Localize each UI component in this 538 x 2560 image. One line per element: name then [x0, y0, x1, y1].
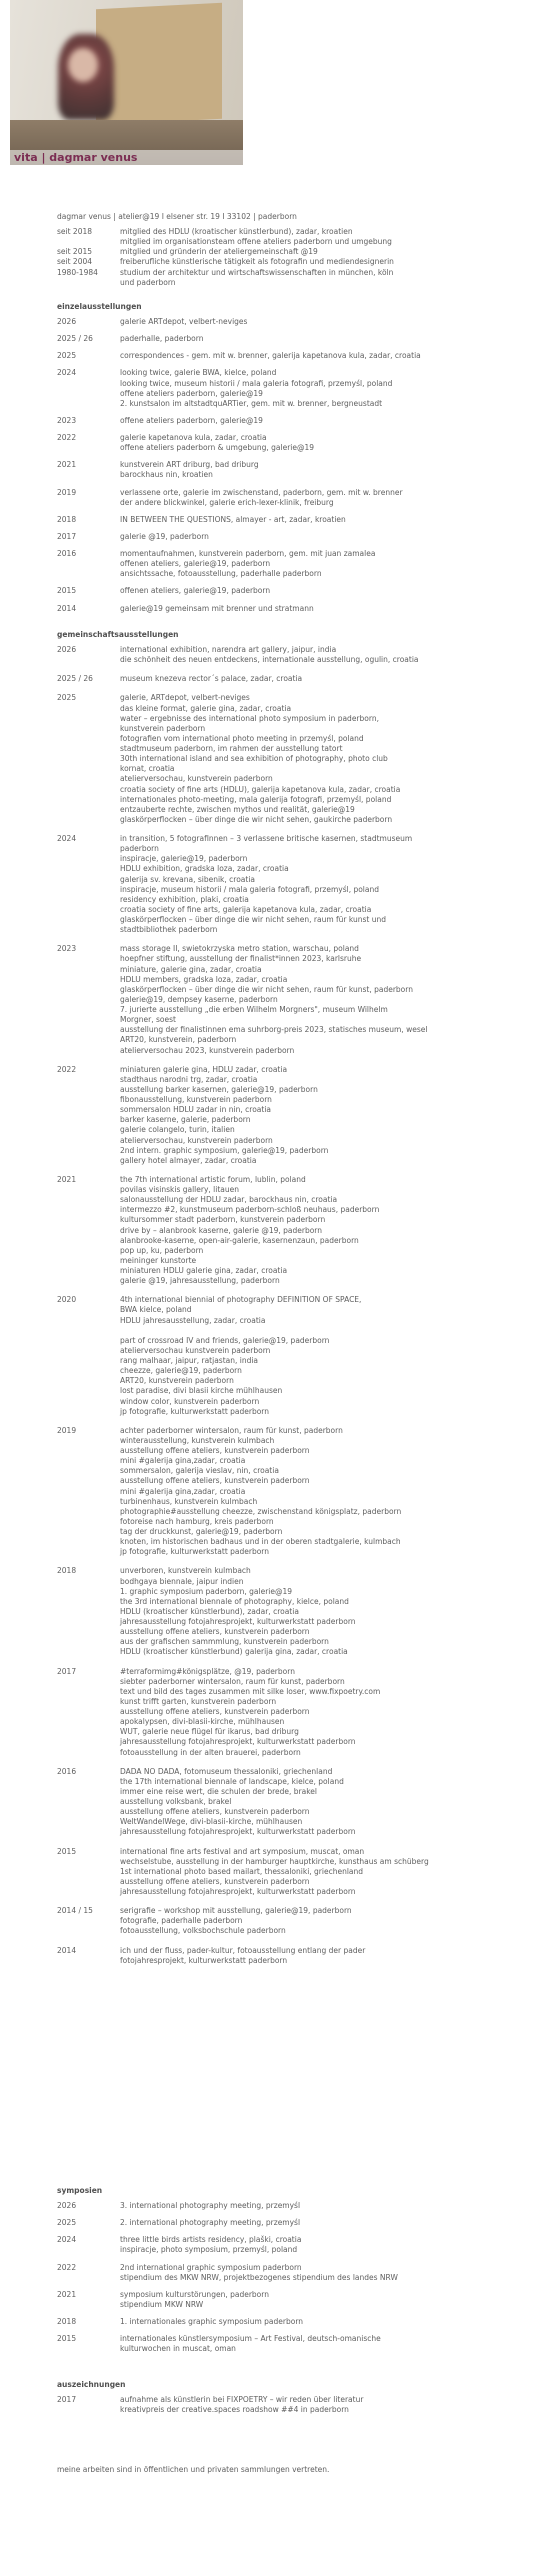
- entry-row: [57, 2263, 512, 2283]
- entry-row: [57, 1295, 512, 1417]
- entry-year: 2019: [57, 487, 77, 497]
- entry-year: 2025 / 26: [57, 334, 93, 344]
- entry-row: [57, 515, 512, 525]
- entry-line: inspiracje, museum historii / mala galeria fotografi, przemyśl, poland: [120, 884, 380, 894]
- entry-row: [57, 2201, 512, 2211]
- entry-line: WeltWandelWege, divi-blasii-kirche, mühlhausen: [120, 1817, 303, 1827]
- entry-year: 2025: [57, 2218, 77, 2228]
- entry-line: galerie colangelo, turin, italien: [120, 1125, 235, 1135]
- entry-line: pop up, ku, paderborn: [120, 1245, 204, 1255]
- entry-line: ausstellung der finalistinnen ema suhrborg-preis 2023, statisches museum, wesel: [120, 1025, 428, 1035]
- entry-text: [120, 488, 512, 508]
- entry-line: intermezzo #2, kunstmuseum paderborn-schloß neuhaus, paderborn: [120, 1205, 380, 1215]
- entry-line: ausstellung barker kasernen, galerie@19, paderborn: [120, 1084, 318, 1094]
- entry-line: stipendium des MKW NRW, projektbezogenes stipendium des landes NRW: [120, 2272, 398, 2282]
- entry-row: [57, 1906, 512, 1936]
- entry-text: [120, 604, 512, 614]
- entry-text: [120, 2317, 512, 2327]
- entry-line: three little birds artists residency, plaški, croatia: [120, 2235, 302, 2245]
- entry-line: lost paradise, divi blasii kirche mühlhausen: [120, 1386, 283, 1396]
- entry-line: wechselstube, ausstellung in der hamburger hauptkirche, kunsthaus am schüberg: [120, 1856, 429, 1866]
- entry-year: 2020: [57, 1295, 77, 1305]
- entry-text: [120, 2235, 512, 2255]
- entry-year: 2026: [57, 2201, 77, 2210]
- entry-line: croatia society of fine arts (HDLU), galerija kapetanova kula, zadar, croatia: [120, 784, 401, 794]
- entry-text: [120, 944, 512, 1055]
- entry-line: sommersalon, galerija vieslav, nin, croatia: [120, 1466, 279, 1476]
- entry-line: kornat, croatia: [120, 764, 175, 774]
- entry-line: galerija sv. krevana, sibenik, croatia: [120, 874, 256, 884]
- entry-year: 2018: [57, 1566, 77, 1576]
- entry-text: [120, 1426, 512, 1558]
- entry-row: [57, 674, 512, 684]
- entry-row: [57, 247, 512, 257]
- entry-line: mitglied im organisationsteam offene ateliers paderborn und umgebung: [120, 237, 392, 247]
- entry-line: stadthaus narodni trg, zadar, croatia: [120, 1074, 258, 1084]
- heading-gemeinschaftsausstellungen: gemeinschaftsausstellungen: [57, 630, 179, 639]
- entry-row: [57, 2395, 512, 2415]
- entry-row: [57, 2317, 512, 2327]
- entry-line: miniature, galerie gina, zadar, croatia: [120, 964, 262, 974]
- entry-line: jp fotografie, kulturwerkstatt paderborn: [120, 1406, 270, 1416]
- entry-line: alanbrooke-kaserne, open-air-galerie, kasernenzaun, paderborn: [120, 1235, 359, 1245]
- entry-line: serigrafie – workshop mit ausstellung, galerie@19, paderborn: [120, 1906, 352, 1916]
- entry-line: siebter paderborner wintersalon, raum für kunst, paderborn: [120, 1676, 345, 1686]
- entry-line: atelierversochau kunstverein paderborn: [120, 1345, 271, 1355]
- entry-text: [120, 227, 512, 247]
- entry-line: internationales photo-meeting, mala galerija fotografi, przemyśl, poland: [120, 794, 392, 804]
- entry-line: meininger kunstorte: [120, 1255, 197, 1265]
- entry-line: mitglied und gründerin der ateliergemeinschaft @19: [120, 247, 318, 257]
- entry-line: ART20, kunstverein paderborn: [120, 1376, 234, 1386]
- entry-line: correspondences - gem. mit w. brenner, galerija kapetanova kula, zadar, croatia: [120, 351, 421, 361]
- entry-year: 2019: [57, 1425, 77, 1435]
- entry-line: Morgner, soest: [120, 1015, 176, 1025]
- entry-row: [57, 2235, 512, 2255]
- entry-row: [57, 317, 512, 327]
- entry-row: [57, 460, 512, 480]
- entry-line: IN BETWEEN THE QUESTIONS, almayer - art, zadar, kroatien: [120, 514, 346, 524]
- entry-line: studium der architektur und wirtschaftswissenschaften in münchen, köln: [120, 267, 394, 277]
- entry-line: symposium kulturstörungen, paderborn: [120, 2289, 269, 2299]
- entry-text: [120, 247, 512, 257]
- entry-year: seit 2015: [57, 247, 93, 257]
- entry-year: 2021: [57, 2289, 77, 2299]
- entry-text: [120, 416, 512, 426]
- entry-row: [57, 1946, 512, 1966]
- entry-line: das kleine format, galerie gina, zadar, croatia: [120, 703, 292, 713]
- entry-line: 2. international photography meeting, przemyśl: [120, 2218, 301, 2228]
- entry-line: mass storage II, swietokrzyska metro station, warschau, poland: [120, 944, 359, 954]
- entry-line: glaskörperflocken – über dinge die wir nicht sehen, gaukirche paderborn: [120, 814, 393, 824]
- entry-line: galerie @19, paderborn: [120, 531, 209, 541]
- entry-year: 1980-1984: [57, 267, 98, 277]
- entry-line: 3. international photography meeting, przemyśl: [120, 2201, 301, 2210]
- entry-line: und paderborn: [120, 277, 176, 287]
- entry-line: atelierversochau, kunstverein paderborn: [120, 1135, 273, 1145]
- entry-row: [57, 488, 512, 508]
- entry-row: [57, 2218, 512, 2228]
- entry-line: atelierversochau 2023, kunstverein paderborn: [120, 1045, 295, 1055]
- entry-text: [120, 2218, 512, 2228]
- entry-year: 2014: [57, 603, 77, 613]
- entry-line: residency exhibition, plaki, croatia: [120, 894, 249, 904]
- entry-line: galerie@19, dempsey kaserne, paderborn: [120, 994, 278, 1004]
- entry-year: 2026: [57, 645, 77, 654]
- entry-line: winterausstellung, kunstverein kulmbach: [120, 1435, 275, 1445]
- entry-line: stadtmuseum paderborn, im rahmen der ausstellung tatort: [120, 744, 343, 753]
- entry-year: 2024: [57, 2235, 77, 2245]
- entry-line: mitglied des HDLU (kroatischer künstlerbund), zadar, kroatien: [120, 227, 353, 236]
- entry-row: [57, 645, 512, 665]
- bio-list: [57, 227, 512, 288]
- entry-year: 2025: [57, 351, 77, 361]
- entry-year: seit 2004: [57, 257, 93, 267]
- entry-line: museum knezeva rector´s palace, zadar, croatia: [120, 674, 303, 684]
- entry-line: cheezze, galerie@19, paderborn: [120, 1366, 242, 1376]
- entry-line: fibonausstellung, kunstverein paderborn: [120, 1095, 272, 1104]
- entry-line: jahresausstellung fotojahresprojekt, kulturwerkstatt paderborn: [120, 1827, 356, 1837]
- entry-line: 2. kunstsalon im altstadtquARTier, gem. mit w. brenner, bergneustadt: [120, 398, 383, 408]
- entry-line: rang malhaar, jaipur, ratjastan, india: [120, 1356, 259, 1365]
- entry-line: HDLU (kroatischer künstlerbund) galerija gina, zadar, croatia: [120, 1647, 348, 1657]
- entry-line: BWA kielce, poland: [120, 1305, 192, 1315]
- entry-row: [57, 1667, 512, 1758]
- entry-year: 2023: [57, 415, 77, 425]
- entry-year: 2023: [57, 944, 77, 954]
- entry-text: [120, 1946, 512, 1966]
- entry-year: 2024: [57, 368, 77, 378]
- entry-line: offene ateliers paderborn, galerie@19: [120, 415, 263, 425]
- footer-note: meine arbeiten sind in öffentlichen und privaten sammlungen vertreten.: [57, 2465, 330, 2474]
- entry-line: HDLU exhibition, gradska loza, zadar, croatia: [120, 864, 289, 874]
- entry-line: galerie kapetanova kula, zadar, croatia: [120, 433, 267, 442]
- entry-line: aus der grafischen sammmlung, kunstverein paderborn: [120, 1637, 329, 1647]
- entry-text: [120, 2290, 512, 2310]
- entry-line: croatia society of fine arts, galerija kapetanova kula, zadar, croatia: [120, 904, 372, 914]
- entry-line: fotografie, paderhalle paderborn: [120, 1916, 243, 1926]
- entry-line: HDLU (kroatischer künstlerbund), zadar, croatia: [120, 1606, 299, 1616]
- entry-line: mini #galerija gina,zadar, croatia: [120, 1456, 246, 1466]
- entry-row: [57, 257, 512, 267]
- auszeichnungen-list: [57, 2395, 512, 2415]
- entry-row: [57, 944, 512, 1055]
- entry-text: [120, 693, 512, 825]
- entry-line: knoten, im historischen badhaus und in der oberen stadtgalerie, kulmbach: [120, 1537, 401, 1547]
- entry-text: [120, 317, 512, 327]
- entry-year: 2015: [57, 1846, 77, 1856]
- symposien-list: [57, 2201, 512, 2354]
- entry-line: ausstellung offene ateliers, kunstverein paderborn: [120, 1707, 310, 1716]
- entry-line: window color, kunstverein paderborn: [120, 1396, 260, 1406]
- entry-year: 2016: [57, 1766, 77, 1776]
- entry-text: [120, 1667, 512, 1758]
- entry-line: paderborn: [120, 844, 159, 854]
- entry-line: ausstellung offene ateliers, kunstverein paderborn: [120, 1807, 310, 1817]
- entry-line: atelierversochau, kunstverein paderborn: [120, 774, 273, 784]
- entry-line: verlassene orte, galerie im zwischenstand, paderborn, gem. mit w. brenner: [120, 487, 403, 497]
- entry-line: DADA NO DADA, fotomuseum thessaloniki, griechenland: [120, 1766, 333, 1776]
- entry-line: miniaturen galerie gina, HDLU zadar, croatia: [120, 1064, 288, 1074]
- entry-line: galerie ARTdepot, velbert-neviges: [120, 317, 248, 326]
- entry-line: photographie#ausstellung cheezze, zwischenstand königsplatz, paderborn: [120, 1506, 402, 1516]
- entry-line: barker kaserne, galerie, paderborn: [120, 1115, 251, 1125]
- entry-line: ausstellung offene ateliers, kunstverein paderborn: [120, 1627, 310, 1637]
- entry-row: [57, 604, 512, 614]
- entry-line: the 7th international artistic forum, lublin, poland: [120, 1174, 306, 1184]
- entry-row: [57, 2334, 512, 2354]
- entry-line: mini #galerija gina,zadar, croatia: [120, 1486, 246, 1496]
- entry-text: [120, 351, 512, 361]
- entry-text: [120, 549, 512, 579]
- entry-line: barockhaus nin, kroatien: [120, 470, 213, 480]
- entry-row: [57, 1566, 512, 1657]
- entry-text: [120, 834, 512, 935]
- entry-line: looking twice, galerie BWA, kielce, poland: [120, 368, 277, 378]
- entry-line: looking twice, museum historii / mala galeria fotografi, przemyśl, poland: [120, 378, 393, 388]
- entry-text: [120, 334, 512, 344]
- entry-line: die schönheit des neuen entdeckens, internationale ausstellung, ogulin, croatia: [120, 655, 419, 665]
- entry-year: 2025: [57, 693, 77, 703]
- entry-line: inspiracje, galerie@19, paderborn: [120, 854, 248, 864]
- entry-text: [120, 1906, 512, 1936]
- entry-text: [120, 532, 512, 542]
- entry-text: [120, 2395, 512, 2415]
- entry-line: internationales künstlersymposium – Art Festival, deutsch-omanische: [120, 2334, 381, 2344]
- entry-line: miniaturen HDLU galerie gina, zadar, croatia: [120, 1266, 288, 1275]
- entry-line: offene ateliers paderborn & umgebung, galerie@19: [120, 443, 315, 453]
- entry-year: 2015: [57, 2334, 77, 2344]
- entry-text: [120, 433, 512, 453]
- einzel-list: [57, 317, 512, 614]
- entry-row: [57, 549, 512, 579]
- entry-row: [57, 227, 512, 247]
- entry-line: ART20, kunstverein, paderborn: [120, 1035, 237, 1045]
- entry-line: der andere blickwinkel, galerie erich-lexer-klinik, freiburg: [120, 497, 334, 507]
- entry-line: fotojahresprojekt, kulturwerkstatt paderborn: [120, 1955, 288, 1965]
- entry-text: [120, 1065, 512, 1166]
- entry-text: [120, 460, 512, 480]
- entry-line: offene ateliers paderborn, galerie@19: [120, 388, 263, 398]
- entry-line: achter paderborner wintersalon, raum für kunst, paderborn: [120, 1425, 343, 1435]
- entry-line: ausstellung offene ateliers, kunstverein paderborn: [120, 1476, 310, 1486]
- entry-year: 2014: [57, 1945, 77, 1955]
- entry-text: [120, 586, 512, 596]
- entry-line: international exhibition, narendra art gallery, jaipur, india: [120, 645, 337, 654]
- entry-line: 2nd intern. graphic symposium, galerie@19, paderborn: [120, 1145, 329, 1155]
- entry-line: tag der druckkunst, galerie@19, paderborn: [120, 1527, 283, 1536]
- entry-line: glaskörperflocken – über dinge die wir nicht sehen, raum für kunst und: [120, 915, 386, 924]
- entry-line: the 17th international biennale of landscape, kielce, poland: [120, 1776, 344, 1786]
- entry-line: kultursommer stadt paderborn, kunstverein paderborn: [120, 1215, 326, 1225]
- entry-row: [57, 1426, 512, 1558]
- entry-row: [57, 586, 512, 596]
- entry-text: [120, 515, 512, 525]
- entry-line: 1st international photo based mailart, thessaloniki, griechenland: [120, 1866, 364, 1876]
- entry-text: [120, 1566, 512, 1657]
- entry-line: 30th international island and sea exhibition of photography, photo club: [120, 754, 388, 764]
- entry-text: [120, 674, 512, 684]
- entry-line: galerie @19, jahresausstellung, paderborn: [120, 1276, 280, 1286]
- entry-text: [120, 645, 512, 665]
- entry-line: galerie, ARTdepot, velbert-neviges: [120, 693, 250, 703]
- entry-text: [120, 1767, 512, 1838]
- entry-year: 2026: [57, 317, 77, 326]
- entry-line: stipendium MKW NRW: [120, 2299, 204, 2309]
- entry-line: ausstellung offene ateliers, kunstverein paderborn: [120, 1876, 310, 1886]
- entry-text: [120, 1175, 512, 1286]
- entry-line: galerie@19 gemeinsam mit brenner und stratmann: [120, 603, 314, 613]
- entry-line: in transition, 5 fotografInnen – 3 verlassene britische kasernen, stadtmuseum: [120, 834, 413, 843]
- entry-row: [57, 433, 512, 453]
- entry-year: 2021: [57, 1174, 77, 1184]
- entry-line: ansichtssache, fotoausstellung, paderhalle paderborn: [120, 569, 322, 579]
- entry-text: [120, 268, 512, 288]
- entry-row: [57, 834, 512, 935]
- entry-line: 4th international biennial of photography DEFINITION OF SPACE,: [120, 1295, 362, 1305]
- entry-line: jahresausstellung fotojahresprojekt, kulturwerkstatt paderborn: [120, 1617, 356, 1626]
- entry-line: hoepfner stiftung, ausstellung der finalist*innen 2023, karlsruhe: [120, 954, 362, 964]
- heading-auszeichnungen: auszeichnungen: [57, 2380, 126, 2389]
- entry-year: 2022: [57, 433, 77, 442]
- entry-year: 2014 / 15: [57, 1906, 93, 1916]
- entry-line: turbinenhaus, kunstverein kulmbach: [120, 1496, 258, 1506]
- entry-year: 2017: [57, 531, 77, 541]
- entry-line: kunstverein paderborn: [120, 723, 206, 733]
- entry-line: entzauberte rechte, zwischen mythos und realität, galerie@19: [120, 804, 355, 814]
- entry-row: [57, 532, 512, 542]
- entry-line: povilas visinskis gallery, litauen: [120, 1185, 239, 1194]
- entry-line: [120, 1326, 512, 1336]
- entry-line: fotoreise nach hamburg, kreis paderborn: [120, 1516, 274, 1526]
- entry-line: jahresausstellung fotojahresprojekt, kulturwerkstatt paderborn: [120, 1887, 356, 1896]
- entry-line: fotografien vom international photo meeting in przemyśl, poland: [120, 733, 364, 743]
- entry-line: offenen ateliers, galerie@19, paderborn: [120, 559, 271, 569]
- entry-line: paderhalle, paderborn: [120, 334, 204, 344]
- entry-line: 1. graphic symposium paderborn, galerie@19: [120, 1586, 293, 1596]
- entry-row: [57, 1175, 512, 1286]
- entry-line: HDLU jahresausstellung, zadar, croatia: [120, 1315, 266, 1325]
- entry-line: text und bild des tages zusammen mit silke loser, www.fixpoetry.com: [120, 1686, 381, 1696]
- entry-line: fotoausstellung in der alten brauerei, paderborn: [120, 1747, 301, 1757]
- entry-year: 2018: [57, 2317, 77, 2326]
- entry-text: [120, 1295, 512, 1417]
- entry-row: [57, 693, 512, 825]
- entry-line: HDLU members, gradska loza, zadar, croatia: [120, 974, 288, 984]
- entry-year: 2025 / 26: [57, 674, 93, 684]
- entry-line: momentaufnahmen, kunstverein paderborn, gem. mit juan zamalea: [120, 549, 376, 558]
- entry-line: drive by – alanbrook kaserne, galerie @19, paderborn: [120, 1225, 323, 1235]
- entry-year: seit 2018: [57, 227, 93, 236]
- header-caption: vita | dagmar venus: [10, 150, 243, 165]
- contact-line: dagmar venus | atelier@19 I elsener str. 19 I 33102 | paderborn: [57, 212, 297, 221]
- entry-line: international fine arts festival and art symposium, muscat, oman: [120, 1846, 365, 1856]
- entry-line: kreativpreis der creative.spaces roadshow ##4 in paderborn: [120, 2405, 349, 2415]
- entry-line: kulturwochen in muscat, oman: [120, 2344, 236, 2354]
- entry-text: [120, 2263, 512, 2283]
- heading-einzelausstellungen: einzelausstellungen: [57, 302, 142, 311]
- entry-line: immer eine reise wert, die schulen der brede, brakel: [120, 1786, 317, 1796]
- entry-line: unverboren, kunstverein kulmbach: [120, 1566, 251, 1576]
- entry-line: jp fotografie, kulturwerkstatt paderborn: [120, 1547, 270, 1557]
- entry-line: part of crossroad IV and friends, galerie@19, paderborn: [120, 1335, 330, 1345]
- entry-line: ausstellung offene ateliers, kunstverein paderborn: [120, 1446, 310, 1455]
- entry-line: ich und der fluss, pader-kultur, fotoausstellung entlang der pader: [120, 1945, 366, 1955]
- heading-symposien: symposien: [57, 2186, 103, 2195]
- entry-line: sommersalon HDLU zadar in nin, croatia: [120, 1105, 271, 1115]
- entry-line: 2nd international graphic symposium paderborn: [120, 2262, 302, 2272]
- entry-text: [120, 2201, 512, 2211]
- entry-row: [57, 416, 512, 426]
- entry-row: [57, 351, 512, 361]
- entry-year: 2024: [57, 834, 77, 843]
- entry-row: [57, 1065, 512, 1166]
- entry-year: 2022: [57, 1064, 77, 1074]
- entry-line: 1. internationales graphic symposium paderborn: [120, 2317, 304, 2326]
- entry-text: [120, 2334, 512, 2354]
- entry-line: jahresausstellung fotojahresprojekt, kulturwerkstatt paderborn: [120, 1737, 356, 1747]
- entry-line: WUT, galerie neue flügel für ikarus, bad driburg: [120, 1727, 299, 1737]
- entry-line: glaskörperflocken – über dinge die wir nicht sehen, raum für kunst, paderborn: [120, 984, 413, 994]
- entry-year: 2016: [57, 549, 77, 558]
- entry-line: ausstellung volksbank, brakel: [120, 1797, 232, 1806]
- entry-row: [57, 1847, 512, 1898]
- entry-line: kunstverein ART driburg, bad driburg: [120, 460, 259, 470]
- entry-line: apokalypsen, divi-blasii-kirche, mühlhausen: [120, 1717, 285, 1727]
- entry-year: 2021: [57, 460, 77, 470]
- entry-line: fotoausstellung, volksbochschule paderborn: [120, 1926, 286, 1936]
- entry-text: [120, 368, 512, 409]
- entry-line: 7. jurierte ausstellung „die erben Wilhelm Morgners", museum Wilhelm: [120, 1005, 388, 1014]
- entry-line: offenen ateliers, galerie@19, paderborn: [120, 586, 271, 596]
- entry-line: bodhgaya biennale, jaipur indien: [120, 1576, 244, 1586]
- gemeinschaft-list: [57, 645, 512, 1966]
- entry-line: aufnahme als künstlerin bei FIXPOETRY – wir reden über literatur: [120, 2395, 364, 2404]
- entry-row: [57, 334, 512, 344]
- entry-year: 2015: [57, 586, 77, 596]
- entry-line: #terraformimg#königsplätze, @19, paderborn: [120, 1666, 295, 1676]
- entry-line: stadtbibliothek paderborn: [120, 925, 218, 935]
- entry-year: 2017: [57, 2395, 77, 2404]
- entry-text: [120, 257, 512, 267]
- entry-row: [57, 368, 512, 409]
- entry-text: [120, 1847, 512, 1898]
- entry-year: 2022: [57, 2262, 77, 2272]
- entry-line: inspiracje, photo symposium, przemyśl, poland: [120, 2245, 298, 2255]
- entry-line: salonausstellung der HDLU zadar, barockhaus nin, croatia: [120, 1195, 338, 1205]
- entry-line: freiberufliche künstlerische tätigkeit als fotografin und mediendesignerin: [120, 257, 394, 267]
- entry-row: [57, 1767, 512, 1838]
- entry-line: gallery hotel almayer, zadar, croatia: [120, 1155, 257, 1165]
- entry-row: [57, 268, 512, 288]
- entry-row: [57, 2290, 512, 2310]
- entry-line: water – ergebnisse des international photo symposium in paderborn,: [120, 713, 379, 723]
- entry-year: 2017: [57, 1666, 77, 1676]
- entry-line: the 3rd international biennale of photography, kielce, poland: [120, 1596, 349, 1606]
- entry-year: 2018: [57, 514, 77, 524]
- entry-line: kunst trifft garten, kunstverein paderborn: [120, 1696, 277, 1706]
- header-portrait-image: [10, 0, 243, 165]
